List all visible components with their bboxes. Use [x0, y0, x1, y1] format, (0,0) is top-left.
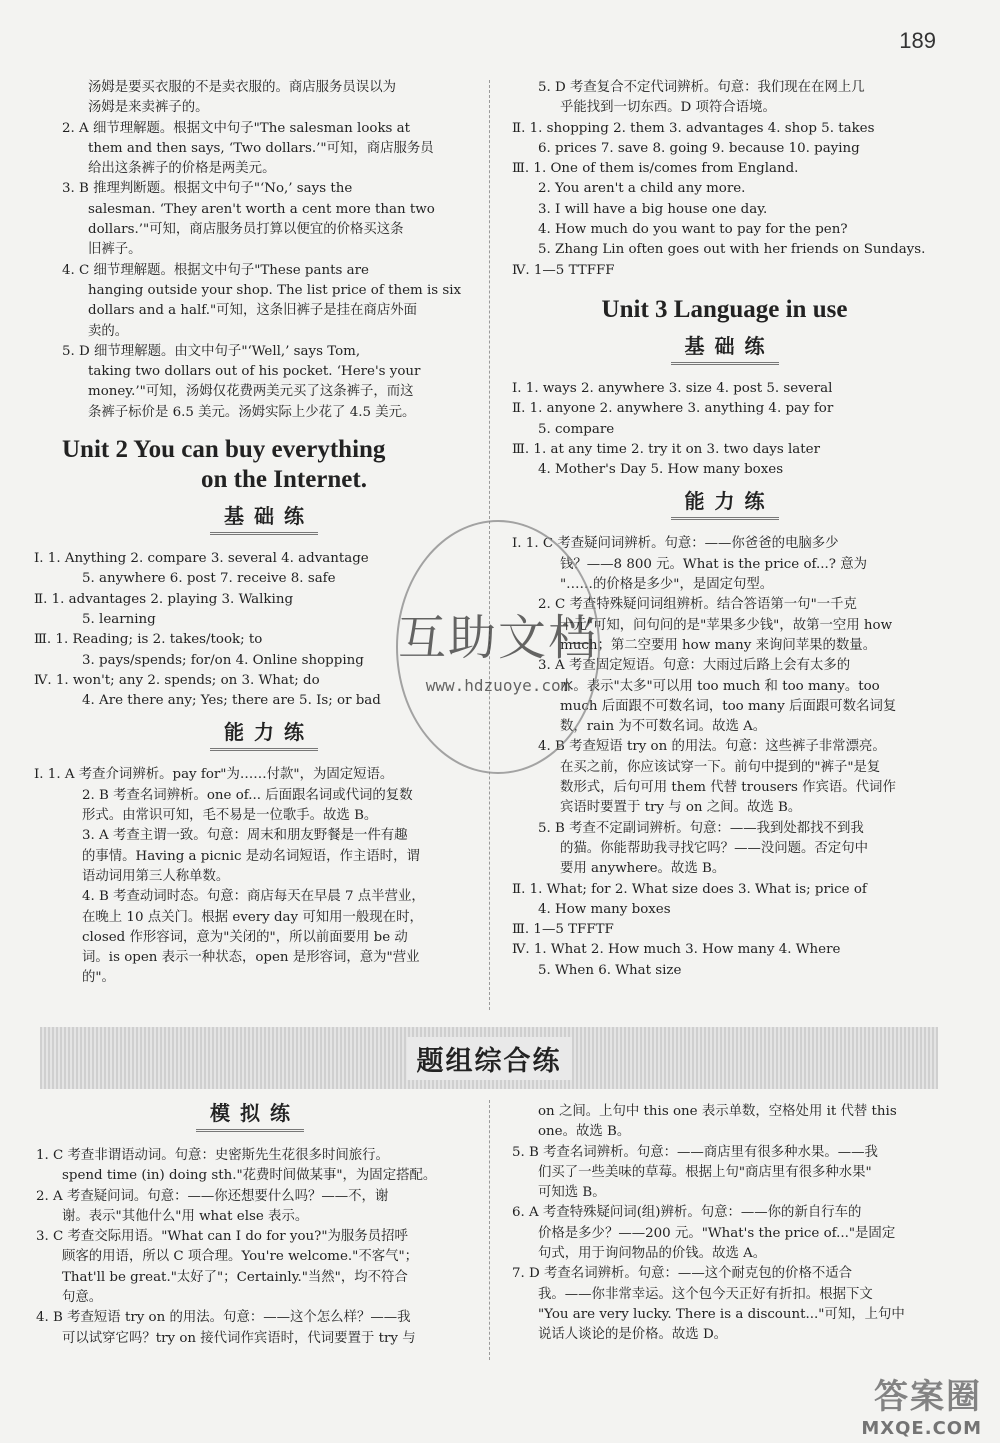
text-line: 5. B 考查不定副词辨析。句意：——我到处都找不到我: [538, 820, 864, 836]
text-line: them and then says, ‘Two dollars.’"可知，商店服务员: [88, 140, 434, 156]
text-line: 可以试穿它吗？try on 接代词作宾语时，代词要置于 try 与: [62, 1330, 416, 1346]
text-line: 谢。表示"其他什么"用 what else 表示。: [62, 1208, 309, 1224]
text-line: 钱？——8 800 元。What is the price of...? 意为: [560, 556, 868, 572]
text-line: 旧裤子。: [88, 242, 142, 258]
text-line: "……的价格是多少"，是固定句型。: [560, 577, 774, 593]
text-line: 6. A 考查特殊疑问词(组)辨析。句意：——你的新自行车的: [512, 1205, 862, 1221]
text-line: Ⅲ. 1. Reading; is 2. takes/took; to: [34, 632, 263, 648]
text-line: 3. B 推理判断题。根据文中句子"‘No,’ says the: [62, 181, 353, 197]
text-line: 可知选 B。: [538, 1185, 606, 1201]
text-line: taking two dollars out of his pocket. ‘Here's your: [88, 364, 421, 380]
text-line: 我。——你非常幸运。这个包今天正好有折扣。根据下文: [538, 1286, 873, 1302]
text-line: 5. learning: [82, 611, 156, 627]
text-line: 2. A 细节理解题。根据文中句子"The salesman looks at: [62, 120, 411, 136]
column-divider-bottom: [489, 1100, 490, 1360]
text-line: 形式。由常识可知，毛不易是一位歌手。故选 B。: [82, 808, 378, 824]
text-line: 顾客的用语，所以 C 项合理。You're welcome."不客气"；: [62, 1249, 419, 1265]
text-line: Ⅰ. 1. Anything 2. compare 3. several 4. advantage: [34, 551, 369, 567]
text-line: 的猫。你能帮助我寻找它吗？——没问题。否定句中: [560, 840, 868, 856]
text-line: 的事情。Having a picnic 是动名词短语，作主语时，谓: [82, 848, 420, 864]
section-band: [40, 1027, 938, 1089]
text-line: 4. B 考查短语 try on 的用法。句意：——这个怎么样？——我: [36, 1310, 411, 1326]
text-line: Ⅱ. 1. shopping 2. them 3. advantages 4. shop 5. takes: [512, 120, 875, 136]
text-line: 2. You aren't a child any more.: [538, 181, 746, 197]
unit3-basic-answers: [512, 379, 937, 480]
left-column: [34, 78, 466, 989]
text-line: Ⅰ. 1. C 考查疑问词辨析。句意：——你爸爸的电脑多少: [512, 536, 839, 552]
mock-right-answers: [512, 1102, 941, 1346]
text-line: 5. anywhere 6. post 7. receive 8. safe: [82, 571, 336, 587]
corner-watermark: [861, 1369, 982, 1439]
text-line: 5. B 考查名词辨析。句意：——商店里有很多种水果。——我: [512, 1144, 878, 1160]
unit2-answers-continued: [512, 78, 937, 281]
unit2-ability-answers: [34, 765, 466, 988]
unit2-title-line1: Unit 2 You can buy everything: [62, 436, 386, 464]
mock-left-column: [36, 1102, 470, 1349]
stamp-watermark: [396, 520, 600, 774]
unit3-ability-heading: 能力练: [512, 488, 937, 520]
text-line: 4. Mother's Day 5. How many boxes: [538, 462, 784, 478]
text-line: 6. prices 7. save 8. going 9. because 10. paying: [538, 140, 860, 156]
text-line: 3. A 考查主谓一致。句意：周末和朋友野餐是一件有趣: [82, 828, 408, 844]
watermark-logo: 答案圈: [874, 1377, 982, 1417]
text-line: Ⅱ. 1. anyone 2. anywhere 3. anything 4. pay for: [512, 401, 834, 417]
text-line: 4. How much do you want to pay for the pen?: [538, 222, 848, 238]
text-line: 宾语时要置于 try 与 on 之间。故选 B。: [560, 800, 802, 816]
text-line: 要用 anywhere。故选 B。: [560, 861, 726, 877]
text-line: 给出这条裤子的价格是两美元。: [88, 161, 276, 177]
mock-heading: 模拟练: [36, 1100, 470, 1132]
text-line: 2. B 考查名词辨析。one of... 后面跟名词或代词的复数: [82, 787, 413, 803]
text-line: 5. When 6. What size: [538, 962, 682, 978]
text-line: hanging outside your shop. The list price of them is six: [88, 282, 462, 298]
page-number: 189: [899, 28, 936, 53]
text-line: 5. compare: [538, 421, 615, 437]
text-line: 们买了一些美味的草莓。根据上句"商店里有很多种水果": [538, 1164, 872, 1180]
unit3-basic-heading: 基础练: [512, 333, 937, 365]
text-line: 价格是多少？——200 元。"What's the price of..."是固定: [538, 1225, 896, 1241]
watermark-url: MXQE.COM: [861, 1418, 982, 1439]
text-line: 在买之前，你应该试穿一下。前句中提到的"裤子"是复: [560, 759, 881, 775]
text-line: closed 作形容词，意为"关闭的"，所以前面要用 be 动: [82, 929, 408, 945]
text-line: 句意。: [62, 1290, 103, 1306]
text-line: Ⅳ. 1—5 TTFFF: [512, 262, 615, 278]
text-line: dollars and a half."可知，这条旧裤子是挂在商店外面: [88, 303, 418, 319]
text-line: 5. Zhang Lin often goes out with her friends on Sundays.: [538, 242, 926, 258]
text-line: 4. C 细节理解题。根据文中句子"These pants are: [62, 262, 369, 278]
text-line: 汤姆是来卖裤子的。: [88, 100, 209, 116]
unit1-answers-continued: [62, 78, 466, 423]
text-line: spend time (in) doing sth."花费时间做某事"，为固定搭配。: [62, 1168, 437, 1184]
unit2-title-line2: on the Internet.: [201, 466, 367, 494]
text-line: Ⅰ. 1. ways 2. anywhere 3. size 4. post 5. several: [512, 380, 833, 396]
text-line: 词。is open 表示一种状态，open 是形容词，意为"营业: [82, 950, 420, 966]
text-line: 条裤子标价是 6.5 美元。汤姆实际上少花了 4.5 美元。: [88, 404, 416, 420]
text-line: Ⅲ. 1—5 TFFTF: [512, 922, 614, 938]
text-line: 2. C 考查特殊疑问词组辨析。结合答语第一句"一千克: [538, 597, 857, 613]
text-line: 语动词用第三人称单数。: [82, 868, 230, 884]
text-line: Ⅲ. 1. One of them is/comes from England.: [512, 161, 799, 177]
text-line: 水。表示"太多"可以用 too much 和 too many。too: [560, 678, 880, 694]
text-line: 汤姆是要买衣服的不是卖衣服的。商店服务员误以为: [88, 80, 396, 95]
text-line: Ⅰ. 1. A 考查介词辨析。pay for"为……付款"，为固定短语。: [34, 767, 394, 783]
unit2-basic-heading: 基础练: [62, 503, 466, 535]
text-line: 十元"可知，问句问的是"苹果多少钱"，故第一空用 how: [560, 617, 893, 633]
text-line: 说话人谈论的是价格。故选 D。: [538, 1327, 728, 1343]
text-line: one。故选 B。: [538, 1124, 631, 1140]
text-line: 7. D 考查名词辨析。句意：——这个耐克包的价格不适合: [512, 1266, 853, 1282]
unit3-title: Unit 3 Language in use: [601, 295, 848, 323]
stamp-text: 互助文档: [398, 610, 599, 666]
text-line: 的"。: [82, 970, 115, 986]
text-line: Ⅲ. 1. at any time 2. try it on 3. two days later: [512, 441, 820, 457]
text-line: 3. C 考查交际用语。"What can I do for you?"为服务员招呼: [36, 1229, 408, 1245]
right-column: [512, 78, 937, 981]
text-line: 4. B 考查短语 try on 的用法。句意：这些裤子非常漂亮。: [538, 739, 886, 755]
text-line: Ⅳ. 1. What 2. How much 3. How many 4. Where: [512, 942, 841, 958]
text-line: 数，rain 为不可数名词。故选 A。: [560, 719, 767, 735]
band-title: 题组综合练: [407, 1037, 572, 1080]
text-line: 5. D 考查复合不定代词辨析。句意：我们现在在网上几: [538, 80, 865, 95]
text-line: 在晚上 10 点关门。根据 every day 可知用一般现在时，: [82, 909, 423, 925]
text-line: 5. D 细节理解题。由文中句子"‘Well,’ says Tom,: [62, 343, 361, 359]
text-line: on 之间。上句中 this one 表示单数，空格处用 it 代替 this: [538, 1104, 897, 1119]
unit2-ability-heading: 能力练: [62, 719, 466, 751]
text-line: That'll be great."太好了"；Certainly."当然"，均不符合: [62, 1269, 408, 1285]
text-line: 1. C 考查非谓语动词。句意：史密斯先生花很多时间旅行。: [36, 1148, 389, 1163]
text-line: 乎能找到一切东西。D 项符合语境。: [560, 100, 776, 116]
text-line: much；第二空要用 how many 来询问苹果的数量。: [560, 637, 877, 653]
text-line: dollars.’"可知，商店服务员打算以便宜的价格买这条: [88, 222, 404, 238]
stamp-url: www.hdzuoye.com: [425, 676, 571, 695]
text-line: 句式，用于询问物品的价钱。故选 A。: [538, 1246, 767, 1262]
text-line: 3. I will have a big house one day.: [538, 201, 768, 217]
text-line: "You are very lucky. There is a discount..."可知，上句中: [538, 1306, 905, 1322]
text-line: Ⅱ. 1. What; for 2. What size does 3. What is; price of: [512, 881, 867, 897]
text-line: Ⅱ. 1. advantages 2. playing 3. Walking: [34, 591, 294, 607]
text-line: 4. How many boxes: [538, 901, 671, 917]
text-line: 数形式，后句可用 them 代替 trousers 作宾语。代词作: [560, 780, 896, 796]
text-line: 4. Are there any; Yes; there are 5. Is; or bad: [82, 693, 381, 709]
text-line: 2. A 考查疑问词。句意：——你还想要什么吗？——不，谢: [36, 1188, 389, 1204]
mock-right-column: [512, 1102, 941, 1346]
text-line: Ⅳ. 1. won't; any 2. spends; on 3. What; do: [34, 672, 320, 688]
text-line: 卖的。: [88, 323, 129, 339]
text-line: much 后面跟不可数名词，too many 后面跟可数名词复: [560, 698, 897, 714]
text-line: money.’"可知，汤姆仅花费两美元买了这条裤子，而这: [88, 384, 414, 400]
text-line: salesman. ‘They aren't worth a cent more than two: [88, 201, 435, 217]
text-line: 4. B 考查动词时态。句意：商店每天在早晨 7 点半营业，: [82, 889, 425, 905]
text-line: 3. pays/spends; for/on 4. Online shopping: [82, 652, 364, 668]
mock-left-answers: [36, 1146, 470, 1349]
text-line: 3. A 考查固定短语。句意：大雨过后路上会有太多的: [538, 658, 851, 674]
